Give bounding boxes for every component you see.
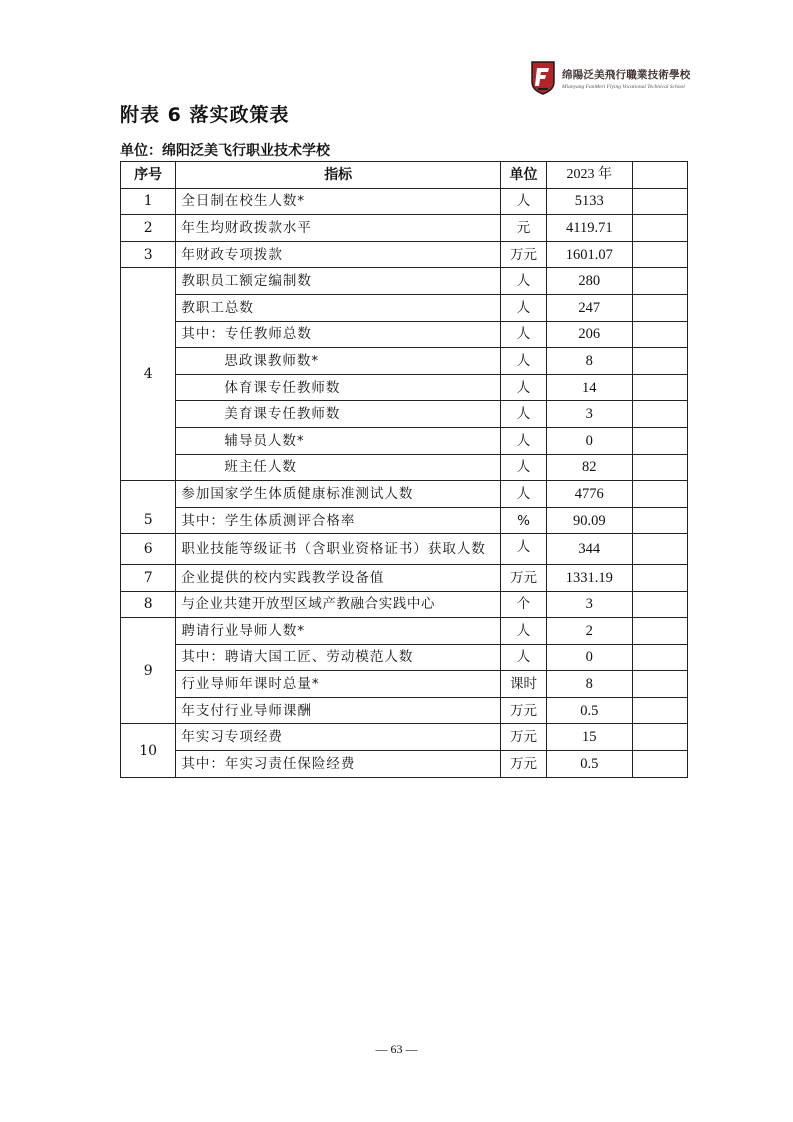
unit-line: 单位：绵阳泛美飞行职业技术学校 bbox=[120, 143, 330, 159]
table-row bbox=[121, 321, 688, 348]
table-row bbox=[121, 374, 688, 401]
row-no: 8 bbox=[121, 591, 176, 618]
table-row bbox=[121, 215, 688, 242]
row-unit: 人 bbox=[501, 294, 547, 321]
row-value: 2 bbox=[547, 618, 633, 645]
row-value: 8 bbox=[547, 671, 633, 698]
row-value: 247 bbox=[547, 294, 633, 321]
row-indicator: 年实习专项经费 bbox=[176, 724, 501, 751]
row-value: 14 bbox=[547, 374, 633, 401]
row-unit: 万元 bbox=[501, 241, 547, 268]
row-extra bbox=[632, 507, 687, 534]
row-indicator: 年生均财政拨款水平 bbox=[176, 215, 501, 242]
row-value: 90.09 bbox=[547, 507, 633, 534]
row-indicator: 美育课专任教师数 bbox=[176, 401, 501, 428]
row-no: 5 bbox=[121, 481, 176, 534]
row-indicator: 行业导师年课时总量* bbox=[176, 671, 501, 698]
table-row bbox=[121, 671, 688, 698]
row-value: 3 bbox=[547, 401, 633, 428]
row-extra bbox=[632, 188, 687, 215]
row-extra bbox=[632, 591, 687, 618]
row-unit: 人 bbox=[501, 534, 547, 565]
table-row bbox=[121, 454, 688, 481]
row-extra bbox=[632, 644, 687, 671]
row-value: 8 bbox=[547, 348, 633, 375]
school-emblem-icon bbox=[530, 60, 556, 96]
row-value: 15 bbox=[547, 724, 633, 751]
row-value: 1601.07 bbox=[547, 241, 633, 268]
row-extra bbox=[632, 618, 687, 645]
row-indicator: 班主任人数 bbox=[176, 454, 501, 481]
header-indicator: 指标 bbox=[176, 162, 501, 189]
row-unit: 人 bbox=[501, 268, 547, 295]
row-unit: 人 bbox=[501, 401, 547, 428]
row-extra bbox=[632, 427, 687, 454]
row-indicator: 全日制在校生人数* bbox=[176, 188, 501, 215]
table-row bbox=[121, 427, 688, 454]
row-indicator: 其中：年实习责任保险经费 bbox=[176, 751, 501, 778]
school-name: 绵陽泛美飛行職業技術學校 bbox=[562, 68, 691, 81]
row-value: 206 bbox=[547, 321, 633, 348]
row-value: 3 bbox=[547, 591, 633, 618]
row-unit: 人 bbox=[501, 321, 547, 348]
row-no: 6 bbox=[121, 534, 176, 565]
row-indicator: 思政课教师数* bbox=[176, 348, 501, 375]
row-unit: 万元 bbox=[501, 751, 547, 778]
row-unit: 人 bbox=[501, 427, 547, 454]
row-indicator: 其中：学生体质测评合格率 bbox=[176, 507, 501, 534]
row-indicator: 与企业共建开放型区域产教融合实践中心 bbox=[176, 591, 501, 618]
row-indicator: 体育课专任教师数 bbox=[176, 374, 501, 401]
row-unit: 人 bbox=[501, 454, 547, 481]
row-unit: 万元 bbox=[501, 697, 547, 724]
row-no: 4 bbox=[121, 268, 176, 481]
row-value: 280 bbox=[547, 268, 633, 295]
row-unit: 人 bbox=[501, 618, 547, 645]
row-indicator: 聘请行业导师人数* bbox=[176, 618, 501, 645]
table-row bbox=[121, 188, 688, 215]
row-unit: 人 bbox=[501, 188, 547, 215]
table-row bbox=[121, 534, 688, 565]
row-unit: 人 bbox=[501, 348, 547, 375]
table-header-row bbox=[121, 162, 688, 189]
table-row bbox=[121, 591, 688, 618]
row-extra bbox=[632, 564, 687, 591]
row-extra bbox=[632, 241, 687, 268]
table-row bbox=[121, 507, 688, 534]
row-extra bbox=[632, 751, 687, 778]
row-unit: 人 bbox=[501, 481, 547, 508]
table-row bbox=[121, 618, 688, 645]
table-row bbox=[121, 481, 688, 508]
row-value: 0 bbox=[547, 644, 633, 671]
row-extra bbox=[632, 348, 687, 375]
row-indicator: 年支付行业导师课酬 bbox=[176, 697, 501, 724]
row-unit: 人 bbox=[501, 644, 547, 671]
row-no: 3 bbox=[121, 241, 176, 268]
row-no: 10 bbox=[121, 724, 176, 777]
policy-table bbox=[120, 161, 688, 778]
row-value: 0.5 bbox=[547, 697, 633, 724]
table-row bbox=[121, 401, 688, 428]
row-unit: 万元 bbox=[501, 724, 547, 751]
row-indicator: 企业提供的校内实践教学设备值 bbox=[176, 564, 501, 591]
table-row bbox=[121, 724, 688, 751]
row-extra bbox=[632, 724, 687, 751]
row-indicator: 其中：聘请大国工匠、劳动模范人数 bbox=[176, 644, 501, 671]
row-no: 9 bbox=[121, 618, 176, 724]
row-extra bbox=[632, 321, 687, 348]
row-unit: 万元 bbox=[501, 564, 547, 591]
header-unit: 单位 bbox=[501, 162, 547, 189]
row-indicator: 年财政专项拨款 bbox=[176, 241, 501, 268]
row-extra bbox=[632, 481, 687, 508]
row-extra bbox=[632, 215, 687, 242]
row-value: 4119.71 bbox=[547, 215, 633, 242]
row-extra bbox=[632, 294, 687, 321]
row-no: 1 bbox=[121, 188, 176, 215]
row-extra bbox=[632, 454, 687, 481]
row-indicator: 参加国家学生体质健康标准测试人数 bbox=[176, 481, 501, 508]
table-row bbox=[121, 697, 688, 724]
row-extra bbox=[632, 671, 687, 698]
row-unit: 课时 bbox=[501, 671, 547, 698]
school-logo bbox=[530, 60, 690, 96]
row-extra bbox=[632, 401, 687, 428]
row-value: 4776 bbox=[547, 481, 633, 508]
row-unit: 人 bbox=[501, 374, 547, 401]
row-value: 344 bbox=[547, 534, 633, 565]
row-unit: 个 bbox=[501, 591, 547, 618]
header-no: 序号 bbox=[121, 162, 176, 189]
row-value: 1331.19 bbox=[547, 564, 633, 591]
row-value: 82 bbox=[547, 454, 633, 481]
row-no: 7 bbox=[121, 564, 176, 591]
row-value: 5133 bbox=[547, 188, 633, 215]
table-row bbox=[121, 751, 688, 778]
row-indicator: 教职工总数 bbox=[176, 294, 501, 321]
row-indicator: 职业技能等级证书（含职业资格证书）获取人数 bbox=[176, 534, 501, 565]
row-no: 2 bbox=[121, 215, 176, 242]
table-row bbox=[121, 294, 688, 321]
row-indicator: 教职员工额定编制数 bbox=[176, 268, 501, 295]
table-row bbox=[121, 564, 688, 591]
row-indicator: 辅导员人数* bbox=[176, 427, 501, 454]
school-name-english: Mianyang FanMeri Flying Vocational Technical School bbox=[562, 83, 685, 90]
table-row bbox=[121, 644, 688, 671]
row-value: 0 bbox=[547, 427, 633, 454]
row-extra bbox=[632, 697, 687, 724]
row-extra bbox=[632, 534, 687, 565]
table-row bbox=[121, 241, 688, 268]
row-extra bbox=[632, 268, 687, 295]
header-year: 2023 年 bbox=[547, 162, 633, 189]
row-unit: 元 bbox=[501, 215, 547, 242]
header-extra bbox=[632, 162, 687, 189]
row-extra bbox=[632, 374, 687, 401]
row-indicator: 其中：专任教师总数 bbox=[176, 321, 501, 348]
row-unit: % bbox=[501, 507, 547, 534]
table-row bbox=[121, 348, 688, 375]
table-row bbox=[121, 268, 688, 295]
row-value: 0.5 bbox=[547, 751, 633, 778]
page-title: 附表 6 落实政策表 bbox=[120, 104, 290, 126]
page-number: — 63 — bbox=[375, 1042, 418, 1056]
